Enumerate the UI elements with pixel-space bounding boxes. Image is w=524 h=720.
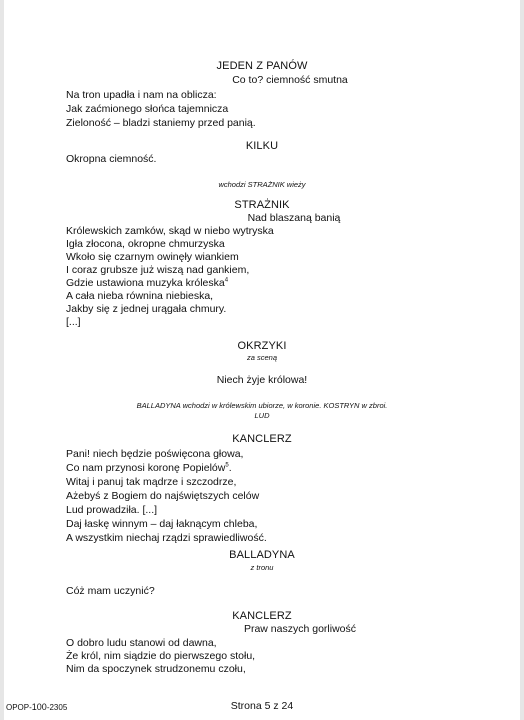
verse-line: I coraz grubsze już wiszą nad gankiem, [66,264,250,276]
stage-direction: BALLADYNA wchodzi w królewskim ubiorze, w koronie. KOSTRYN w zbroi. [136,401,388,410]
verse-line: [...] [66,316,81,328]
verse-line: Na tron upadła i nam na oblicza: [66,89,217,101]
verse-line: Lud prowadziła. [...] [66,504,158,516]
verse-line: Zieloność – bladzi staniemy przed panią. [66,117,256,129]
verse-line: Igła złocona, okropne chmurzyska [66,238,225,250]
verse-line: Ażebyś z Bogiem do najświętszych celów [66,490,260,502]
verse-line: Jakby się z jednej urągała chmury. [66,303,227,315]
verse-line: Witaj i panuj tak mądrze i szczodrze, [66,476,237,488]
speaker-name: KILKU [245,140,279,152]
verse-line: Nim da spoczynek strudzonemu czołu, [66,663,246,675]
verse-line: Wkoło się czarnym owinęły wiankiem [66,251,239,263]
stage-note: z tronu [250,563,274,572]
stage-note: za sceną [246,353,278,362]
speaker-name: KANCLERZ [232,610,292,622]
verse-line: Pani! niech będzie poświęcona głowa, [66,448,244,460]
exam-code: OPOP-100-2305 [6,702,68,712]
verse-line: Niech żyje królowa! [216,374,308,386]
footnote-marker: 4 [224,277,229,284]
document-page [4,0,520,720]
page-number: Strona 5 z 24 [230,700,294,712]
verse-line: Co nam przynosi koronę Popielów$^5$. [66,462,232,474]
speaker-name: BALLADYNA [229,549,295,561]
verse-line: A wszystkim niechaj rządzi sprawiedliwość. [66,532,267,544]
speaker-name: OKRZYKI [237,340,287,352]
verse-line: Że król, nim siądzie do pierwszego stołu, [66,650,256,662]
speaker-name: KANCLERZ [232,433,292,445]
verse-line: Nad blaszaną banią [247,212,341,224]
verse-line: Królewskich zamków, skąd w niebo wytryska [66,225,274,237]
verse-line: Cóż mam uczynić? [66,585,155,597]
verse-line: O dobro ludu stanowi od dawna, [66,637,217,649]
speaker-name: JEDEN Z PANÓW [216,60,308,72]
verse-line: Okropna ciemność. [66,153,157,165]
verse-line: Gdzie ustawiona muzyka króleska$^4$ [66,277,229,289]
speaker-name: STRAŻNIK [234,199,290,211]
verse-line: Co to? ciemność smutna [232,74,348,86]
verse-line: Jak zaćmionego słońca tajemnicza [66,103,229,115]
stage-direction: LUD [254,411,270,420]
verse-line: Daj łaskę winnym – daj łaknącym chleba, [66,518,258,530]
footnote-marker: 5 [225,462,229,469]
verse-line: Praw naszych gorliwość [243,623,357,635]
stage-direction: wchodzi STRAŻNIK wieży [218,180,306,189]
verse-line: A cała nieba równina niebieska, [66,290,214,302]
